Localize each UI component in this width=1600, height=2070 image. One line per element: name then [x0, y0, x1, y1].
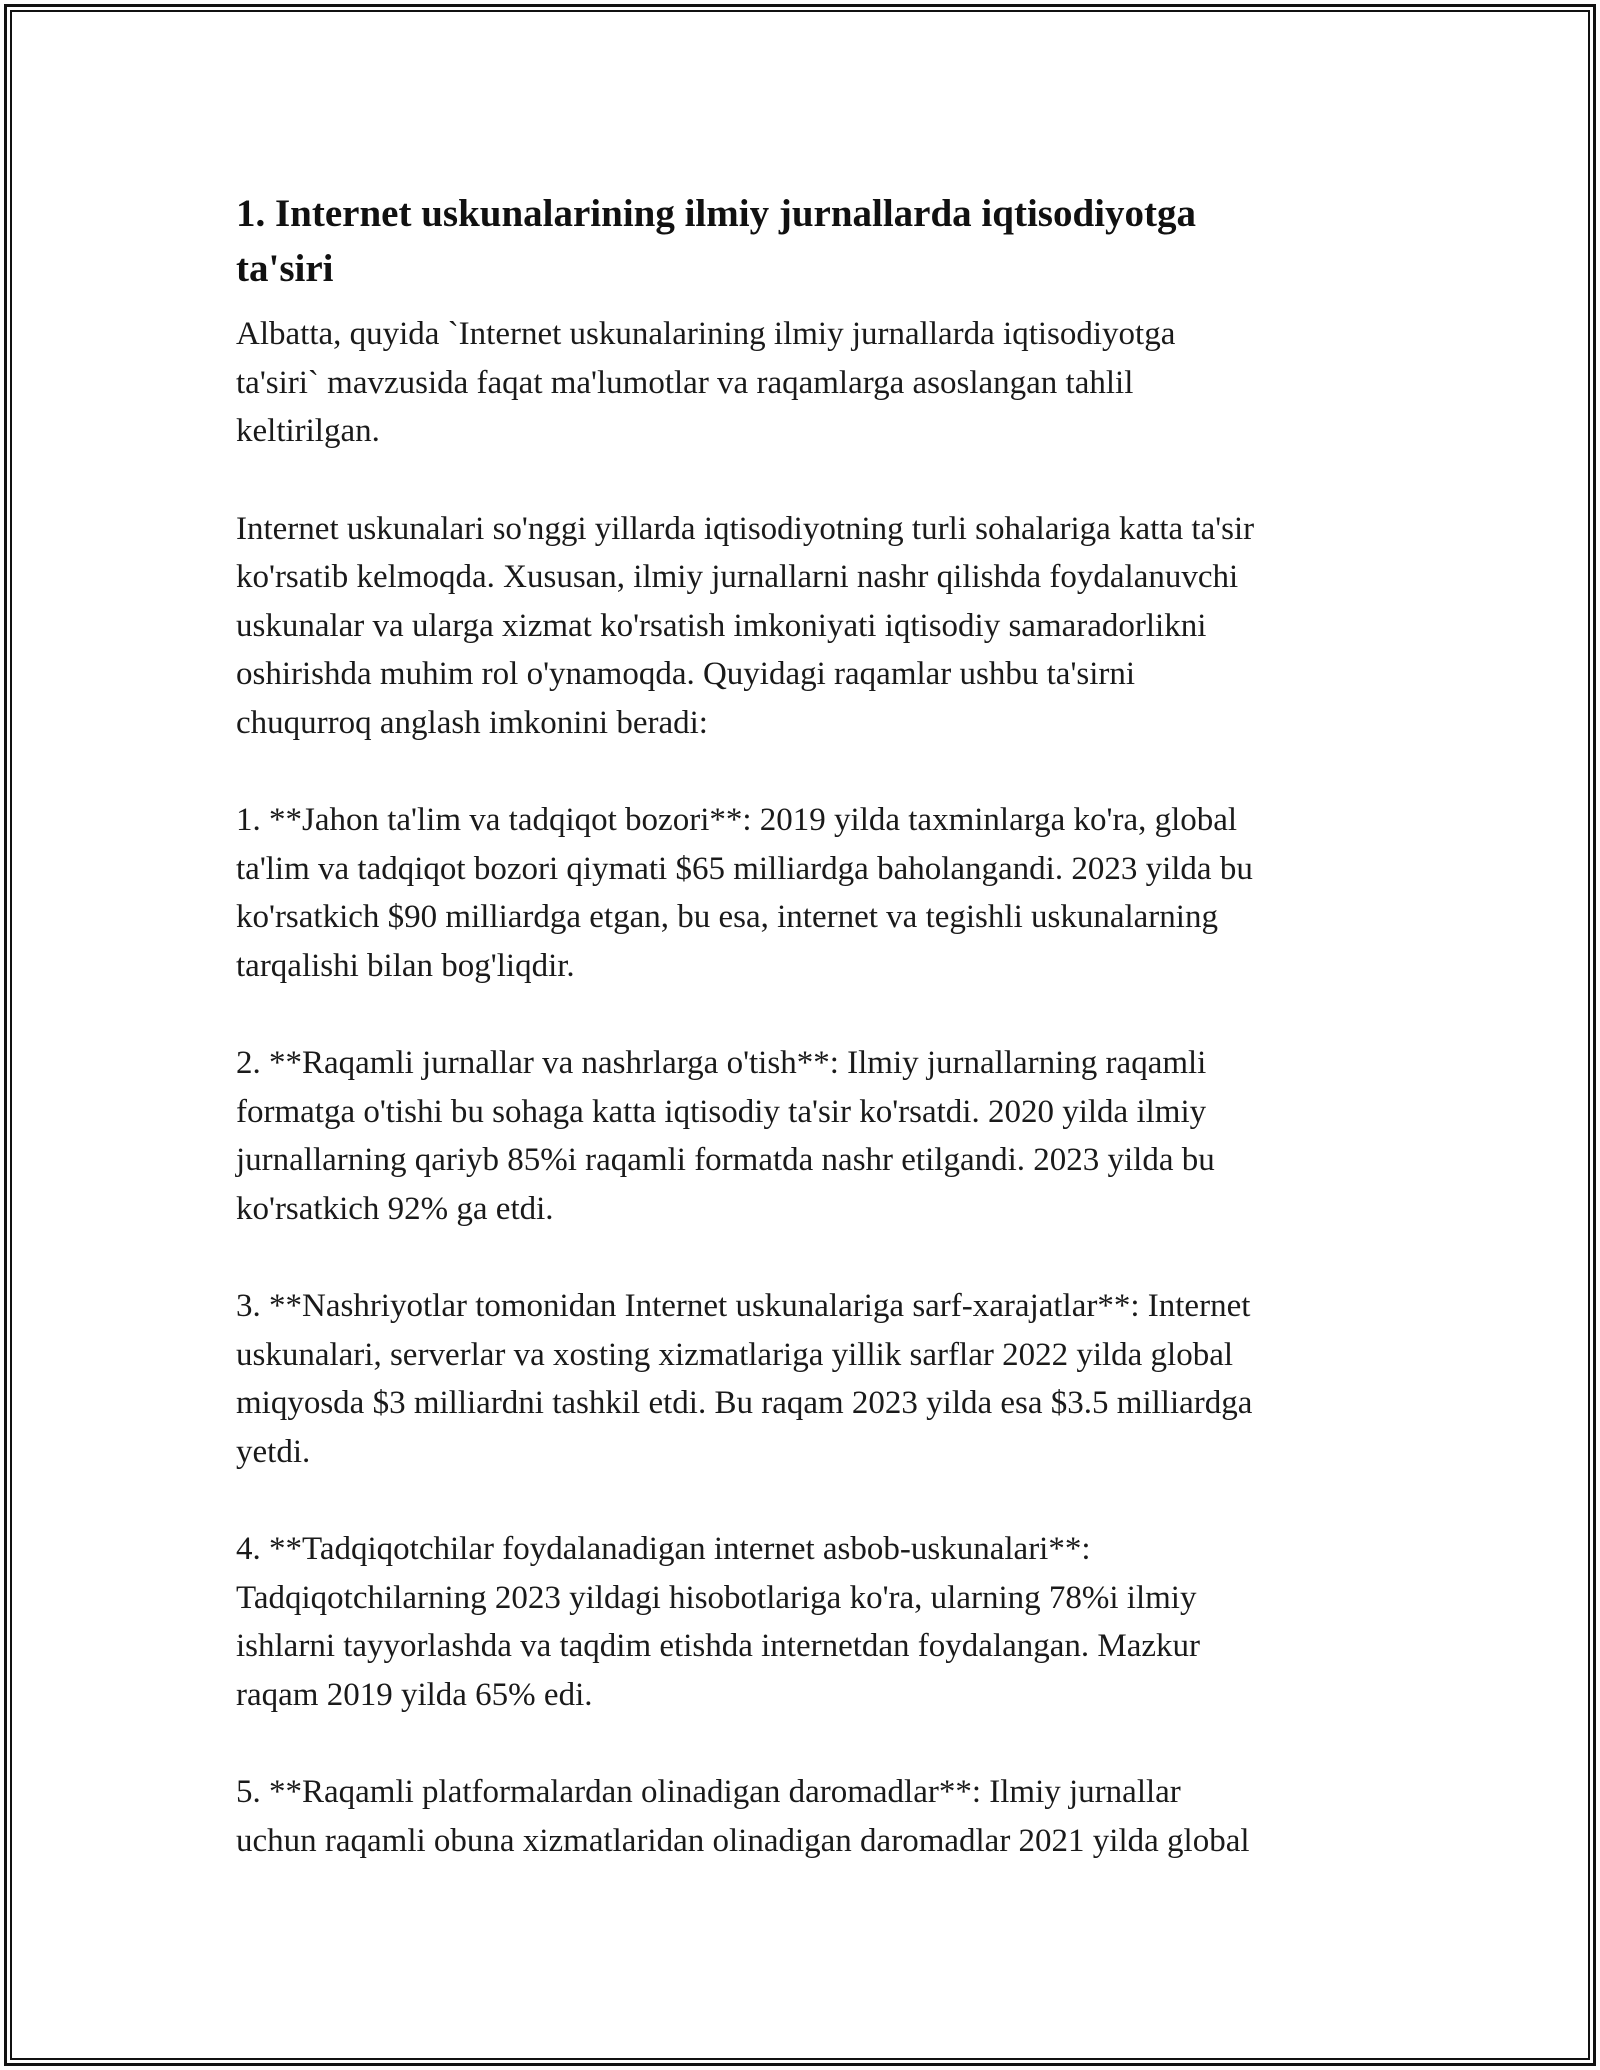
list-item-3: 3. **Nashriyotlar tomonidan Internet uskunalariga sarf-xarajatlar**: Internet uskunalari, serverlar va xosting xizmatlariga yillik sarflar 2022 yilda global miqyosda $3 milliardni tashkil etdi. Bu raqam 2023 yilda esa $3.5 milliardga yetdi. — [236, 1288, 1253, 1470]
intro-paragraph: Albatta, quyida `Internet uskunalarining ilmiy jurnallarda iqtisodiyotga ta'siri` mavzusida faqat ma'lumotlar va raqamlarga asoslangan tahlil keltirilgan. — [236, 316, 1176, 449]
list-item-1: 1. **Jahon ta'lim va tadqiqot bozori**: 2019 yilda taxminlarga ko'ra, global ta'lim va tadqiqot bozori qiymati $65 milliardga baholangandi. 2023 yilda bu ko'rsatkich $90 milliardga etgan, bu esa, internet va tegishli uskunalarning tarqalishi bilan bog'liqdir. — [236, 802, 1253, 984]
context-paragraph: Internet uskunalari so'nggi yillarda iqtisodiyotning turli sohalariga katta ta'sir ko'rsatib kelmoqda. Xususan, ilmiy jurnallarni nashr qilishda foydalanuvchi uskunalar va ularga xizmat ko'rsatish imkoniyati iqtisodiy samaradorlikni oshirishda muhim rol o'ynamoqda. Quyidagi raqamlar ushbu ta'sirni chuqurroq anglash imkonini beradi: — [236, 510, 1255, 741]
list-item-5: 5. **Raqamli platformalardan olinadigan daromadlar**: Ilmiy jurnallar uchun raqamli obuna xizmatlaridan olinadigan daromadlar 2021 yilda global — [236, 1774, 1250, 1859]
document-title: 1. Internet uskunalarining ilmiy jurnallarda iqtisodiyotga ta'siri — [236, 192, 1196, 290]
document-body — [236, 186, 1376, 1865]
list-item-2: 2. **Raqamli jurnallar va nashrlarga o'tish**: Ilmiy jurnallarning raqamli formatga o'tishi bu sohaga katta iqtisodiy ta'sir ko'rsatdi. 2020 yilda ilmiy jurnallarning qariyb 85%i raqamli formatda nashr etilgandi. 2023 yilda bu ko'rsatkich 92% ga etdi. — [236, 1045, 1215, 1227]
list-item-4: 4. **Tadqiqotchilar foydalanadigan internet asbob-uskunalari**: Tadqiqotchilarning 2023 yildagi hisobotlariga ko'ra, ularning 78%i ilmiy ishlarni tayyorlashda va taqdim etishda internetdan foydalangan. Mazkur raqam 2019 yilda 65% edi. — [236, 1531, 1201, 1713]
